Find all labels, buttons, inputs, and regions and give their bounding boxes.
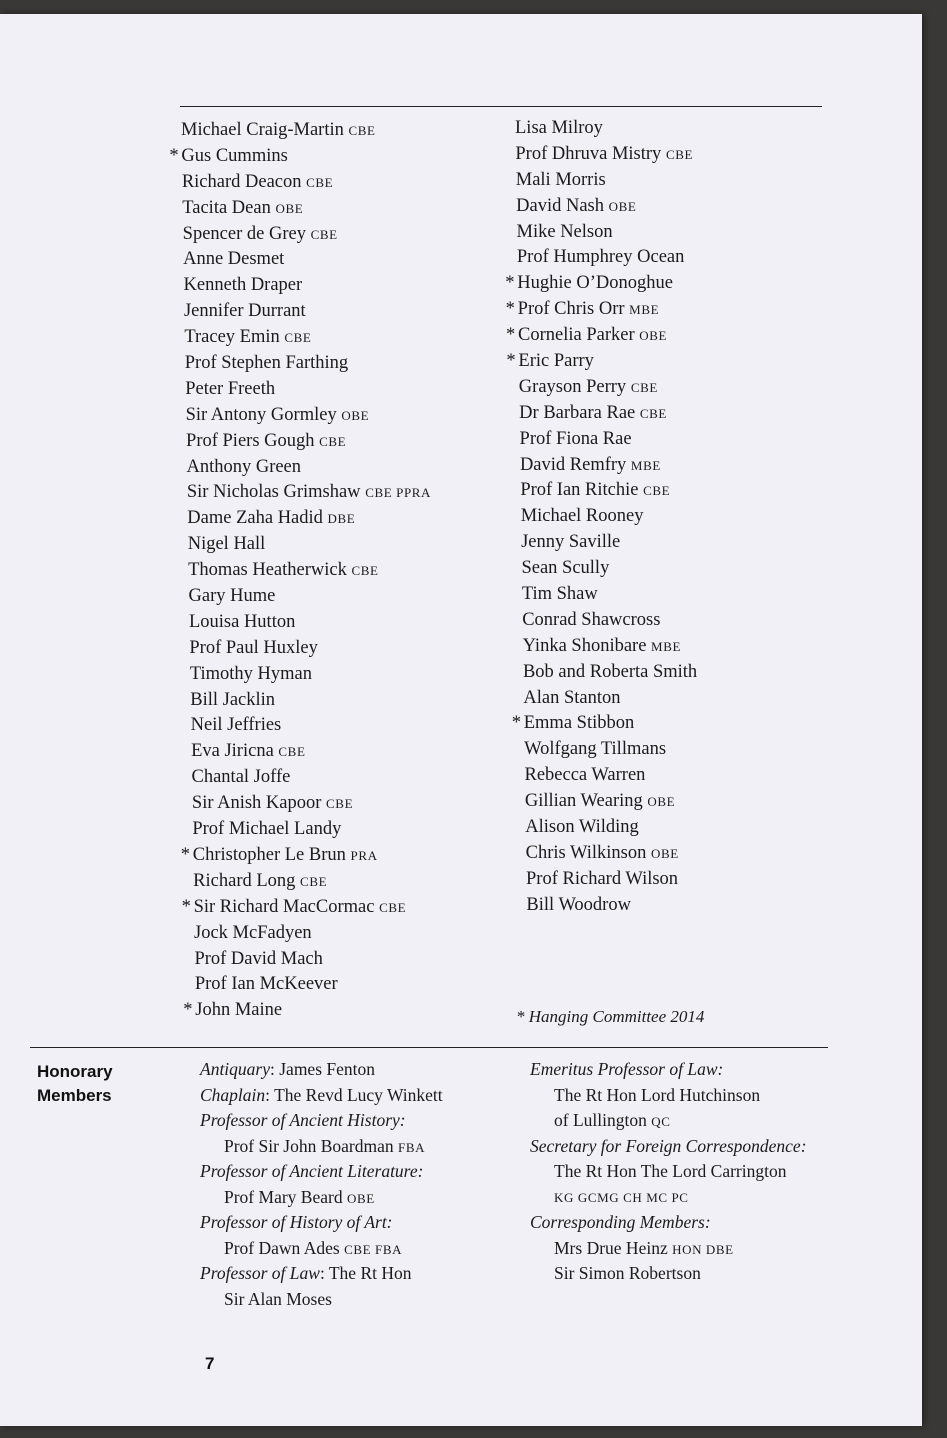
academician-entry: [181, 222, 431, 248]
emeritus-name: of Lullington: [554, 1110, 647, 1130]
academician-entry: [181, 480, 431, 506]
academician-name: Prof Chris Orr: [517, 299, 625, 320]
academician-entry: [515, 867, 697, 893]
academician-name: Chantal Joffe: [191, 767, 291, 788]
academician-name: Peter Freeth: [185, 378, 276, 399]
honour-suffix: FBA: [398, 1139, 426, 1155]
hanging-committee-asterisk: *: [511, 713, 521, 734]
academician-name: Prof Richard Wilson: [526, 868, 679, 889]
ancient-history-title: Professor of Ancient History:: [200, 1110, 406, 1130]
honour-suffix: CBE: [306, 174, 334, 190]
corresponding-name: Mrs Drue Heinz: [554, 1237, 668, 1258]
ancient-history-name: Prof Sir John Boardman: [224, 1135, 394, 1156]
academician-name: Eva Jiricna: [191, 741, 274, 762]
heading-line-1: Honorary: [37, 1062, 113, 1081]
honour-suffix: CBE: [284, 330, 312, 346]
academician-entry: [515, 220, 697, 246]
secretary-honours: KG GCMG CH MC PC: [554, 1189, 689, 1205]
academician-entry: [515, 608, 697, 634]
academician-entry: [515, 401, 697, 427]
honorary-right-column: [530, 1057, 807, 1287]
academician-name: Yinka Shonibare: [522, 635, 647, 656]
academician-entry: [515, 660, 697, 686]
ancient-literature-name: Prof Mary Beard: [224, 1186, 343, 1207]
academician-entry: [511, 711, 697, 737]
academician-entry: [515, 453, 697, 479]
academician-name: Kenneth Draper: [183, 275, 303, 296]
academician-entry: [181, 299, 431, 325]
academician-name: Wolfgang Tillmans: [524, 739, 667, 760]
academician-name: Hughie O’Donoghue: [517, 273, 673, 294]
academician-entry: [181, 998, 431, 1024]
academician-entry: [181, 688, 431, 714]
chaplain-entry: [200, 1083, 443, 1109]
document-page: [0, 14, 922, 1426]
academician-entry: [181, 921, 431, 947]
academician-name: Christopher Le Brun: [192, 844, 346, 865]
academician-name: Jock McFadyen: [194, 922, 312, 943]
academician-entry: [515, 763, 697, 789]
secretary-title: Secretary for Foreign Correspondence:: [530, 1135, 807, 1156]
academician-entry: [181, 765, 431, 791]
honour-suffix: DBE: [327, 511, 356, 527]
heading-line-2: Members: [37, 1086, 112, 1105]
academician-name: Grayson Perry: [518, 376, 627, 397]
law-entry: [200, 1261, 443, 1287]
academician-entry: [515, 142, 697, 168]
academician-entry: [181, 791, 431, 817]
honour-suffix: MBE: [630, 457, 661, 473]
academician-entry: [515, 194, 697, 220]
academician-entry: [515, 893, 697, 919]
antiquary-name: : James Fenton: [270, 1059, 375, 1079]
academician-name: Chris Wilkinson: [525, 842, 647, 863]
honour-suffix: CBE PPRA: [365, 485, 432, 501]
honour-suffix: MBE: [629, 302, 660, 318]
academician-entry: [169, 144, 431, 170]
academician-entry: [181, 972, 431, 998]
history-of-art-name: Prof Dawn Ades: [224, 1237, 340, 1258]
academician-name: Tacita Dean: [182, 197, 271, 218]
academician-name: Prof David Mach: [194, 948, 323, 969]
honour-suffix: CBE FBA: [344, 1241, 403, 1257]
honour-suffix: CBE: [643, 483, 671, 499]
honour-suffix: OBE: [639, 328, 668, 344]
honour-suffix: CBE: [639, 405, 667, 421]
chaplain-name: : The Revd Lucy Winkett: [265, 1084, 443, 1105]
law-name: : The Rt Hon: [319, 1263, 412, 1283]
academician-entry: [506, 323, 697, 349]
academician-entry: [515, 737, 697, 763]
antiquary-entry: [200, 1057, 443, 1083]
hanging-committee-asterisk: *: [505, 299, 515, 320]
academician-entry: [515, 168, 697, 194]
hanging-committee-asterisk: *: [181, 896, 191, 917]
academician-entry: [181, 351, 431, 377]
academician-entry: [181, 429, 431, 455]
corresponding-title: Corresponding Members:: [530, 1212, 711, 1232]
honour-suffix: CBE: [278, 744, 306, 760]
academician-name: Richard Long: [193, 870, 296, 891]
academician-entry: [506, 349, 697, 375]
academician-entry: [515, 245, 697, 271]
honour-suffix: CBE: [348, 123, 376, 138]
academician-entry: [515, 841, 697, 867]
honour-suffix: PRA: [350, 847, 378, 863]
academician-entry: [181, 325, 431, 351]
academician-name: Neil Jeffries: [190, 715, 282, 736]
academician-name: Dr Barbara Rae: [519, 402, 636, 423]
academician-entry: [515, 789, 697, 815]
academician-entry: [181, 739, 431, 765]
academician-name: Dame Zaha Hadid: [187, 508, 323, 529]
academician-name: Lisa Milroy: [515, 118, 603, 138]
academician-entry: [515, 116, 697, 142]
ancient-literature-title: Professor of Ancient Literature:: [200, 1161, 424, 1181]
hanging-committee-asterisk: *: [169, 145, 179, 166]
academician-entry: [515, 504, 697, 530]
history-of-art-title: Professor of History of Art:: [200, 1212, 393, 1232]
honorary-members-heading: [37, 1060, 113, 1108]
emeritus-name-line-2: [530, 1108, 807, 1134]
academician-name: Cornelia Parker: [518, 325, 635, 346]
honour-suffix: CBE: [379, 899, 407, 915]
academician-name: Michael Rooney: [520, 506, 644, 527]
honour-suffix: OBE: [346, 1190, 375, 1206]
academician-name: David Nash: [516, 195, 604, 216]
academician-entry: [515, 427, 697, 453]
academician-entry: [515, 582, 697, 608]
academician-entry: [181, 895, 431, 921]
honour-suffix: MBE: [651, 638, 682, 654]
academician-entry: [515, 686, 697, 712]
honour-suffix: OBE: [608, 198, 637, 214]
secretary-name: The Rt Hon The Lord Carrington: [554, 1161, 787, 1181]
academician-entry: [181, 636, 431, 662]
academician-name: Sean Scully: [521, 558, 610, 579]
academician-name: Bill Woodrow: [526, 894, 631, 915]
academician-entry: [181, 817, 431, 843]
academician-entry: [181, 610, 431, 636]
emeritus-title: Emeritus Professor of Law:: [530, 1059, 724, 1079]
academician-name: Sir Antony Gormley: [185, 404, 337, 425]
academician-name: Mike Nelson: [516, 221, 613, 242]
honorary-rule: [30, 1047, 828, 1048]
academician-entry: [515, 634, 697, 660]
academician-entry: [515, 815, 697, 841]
academician-name: Sir Nicholas Grimshaw: [186, 482, 361, 503]
academician-name: Prof Piers Gough: [186, 430, 315, 451]
academician-name: Michael Craig-Martin: [181, 120, 344, 140]
academician-name: Prof Stephen Farthing: [184, 353, 349, 374]
academician-entry: [515, 375, 697, 401]
academician-entry: [181, 403, 431, 429]
academician-entry: [181, 273, 431, 299]
honour-suffix: HON DBE: [672, 1241, 734, 1257]
academician-name: Tracey Emin: [184, 327, 280, 348]
corresponding-entry-1: [530, 1236, 807, 1262]
academician-name: Bill Jacklin: [190, 689, 276, 710]
hanging-committee-asterisk: *: [180, 844, 191, 865]
academician-name: Prof Fiona Rae: [519, 428, 632, 449]
academician-name: Anthony Green: [186, 456, 302, 477]
academician-name: Anne Desmet: [183, 249, 285, 270]
academician-entry: [181, 170, 431, 196]
academician-name: Bob and Roberta Smith: [522, 661, 698, 682]
chaplain-title: Chaplain: [200, 1084, 266, 1105]
corresponding-entry-2: Sir Simon Robertson: [554, 1263, 701, 1283]
academician-entry: [181, 506, 431, 532]
antiquary-title: Antiquary: [200, 1059, 270, 1079]
honour-suffix: CBE: [665, 146, 694, 162]
academician-name: David Remfry: [519, 454, 627, 475]
hanging-committee-asterisk: *: [505, 273, 515, 294]
academician-name: Tim Shaw: [521, 584, 598, 605]
honour-suffix: CBE: [310, 226, 338, 242]
academician-entry: [181, 584, 431, 610]
academician-entry: [181, 947, 431, 973]
honour-suffix: CBE: [351, 563, 379, 579]
honour-suffix: OBE: [650, 845, 679, 861]
ancient-literature-entry: [200, 1185, 443, 1211]
academician-name: Rebecca Warren: [524, 765, 646, 786]
hanging-committee-asterisk: *: [506, 351, 516, 372]
top-rule: [180, 106, 822, 107]
academician-name: Prof Humphrey Ocean: [516, 247, 685, 268]
academician-name: Sir Richard MacCormac: [193, 896, 375, 917]
history-of-art-entry: [200, 1236, 443, 1262]
academician-name: Gus Cummins: [181, 145, 288, 166]
academician-entry: [181, 377, 431, 403]
academician-name: Mali Morris: [515, 169, 606, 190]
academician-entry: [505, 271, 697, 297]
academician-entry: [181, 196, 431, 222]
academician-entry: [181, 532, 431, 558]
academician-name: Prof Paul Huxley: [189, 637, 318, 658]
academician-name: Prof Michael Landy: [192, 819, 342, 840]
academician-entry: [181, 118, 431, 144]
page-number: 7: [205, 1354, 215, 1373]
academician-name: Nigel Hall: [187, 534, 266, 555]
academician-name: Jenny Saville: [521, 532, 621, 553]
law-title: Professor of Law: [200, 1263, 320, 1283]
academician-entry: [505, 297, 697, 323]
academician-entry: [181, 713, 431, 739]
academician-name: Conrad Shawcross: [522, 609, 661, 630]
academician-name: Alison Wilding: [525, 817, 639, 838]
honour-suffix: CBE: [630, 379, 658, 395]
academician-name: Emma Stibbon: [523, 713, 635, 734]
academician-entry: [181, 843, 431, 869]
academician-entry: [181, 869, 431, 895]
ancient-history-entry: [200, 1134, 443, 1160]
academician-name: Prof Dhruva Mistry: [515, 143, 662, 164]
honour-suffix: OBE: [275, 200, 304, 216]
honorary-left-column: [200, 1057, 443, 1312]
academician-name: Prof Ian McKeever: [194, 974, 338, 995]
academician-name: Gillian Wearing: [524, 791, 643, 812]
law-name-continued: Sir Alan Moses: [224, 1288, 332, 1309]
hanging-committee-note: * Hanging Committee 2014: [516, 1007, 705, 1026]
hanging-committee-asterisk: *: [183, 1000, 193, 1021]
honour-suffix: CBE: [326, 796, 354, 812]
academician-name: Sir Anish Kapoor: [191, 793, 322, 814]
honour-suffix: CBE: [300, 873, 328, 889]
academician-name: Louisa Hutton: [188, 611, 296, 632]
academician-name: Spencer de Grey: [182, 223, 306, 244]
academician-name: Prof Ian Ritchie: [520, 480, 639, 501]
academician-name: John Maine: [195, 1000, 283, 1021]
academician-entry: [181, 662, 431, 688]
academician-entry: [181, 558, 431, 584]
academician-name: Eric Parry: [518, 351, 594, 372]
academician-name: Richard Deacon: [181, 171, 302, 192]
academician-name: Gary Hume: [188, 586, 276, 607]
academician-name: Thomas Heatherwick: [188, 560, 347, 581]
academician-entry: [515, 530, 697, 556]
academician-entry: [181, 247, 431, 273]
academicians-list-right: [505, 116, 698, 919]
honour-suffix: CBE: [319, 433, 347, 449]
academician-name: Jennifer Durrant: [183, 301, 306, 322]
emeritus-name-line-1: The Rt Hon Lord Hutchinson: [554, 1084, 761, 1105]
academician-name: Timothy Hyman: [189, 663, 312, 684]
academician-entry: [515, 556, 697, 582]
hanging-committee-asterisk: *: [506, 325, 516, 346]
honour-suffix: OBE: [647, 794, 676, 810]
academician-entry: [515, 478, 697, 504]
honour-suffix: QC: [651, 1114, 671, 1129]
honour-suffix: OBE: [341, 407, 370, 423]
academicians-list-left: [169, 118, 432, 1024]
academician-entry: [181, 455, 431, 481]
academician-name: Alan Stanton: [523, 687, 621, 708]
